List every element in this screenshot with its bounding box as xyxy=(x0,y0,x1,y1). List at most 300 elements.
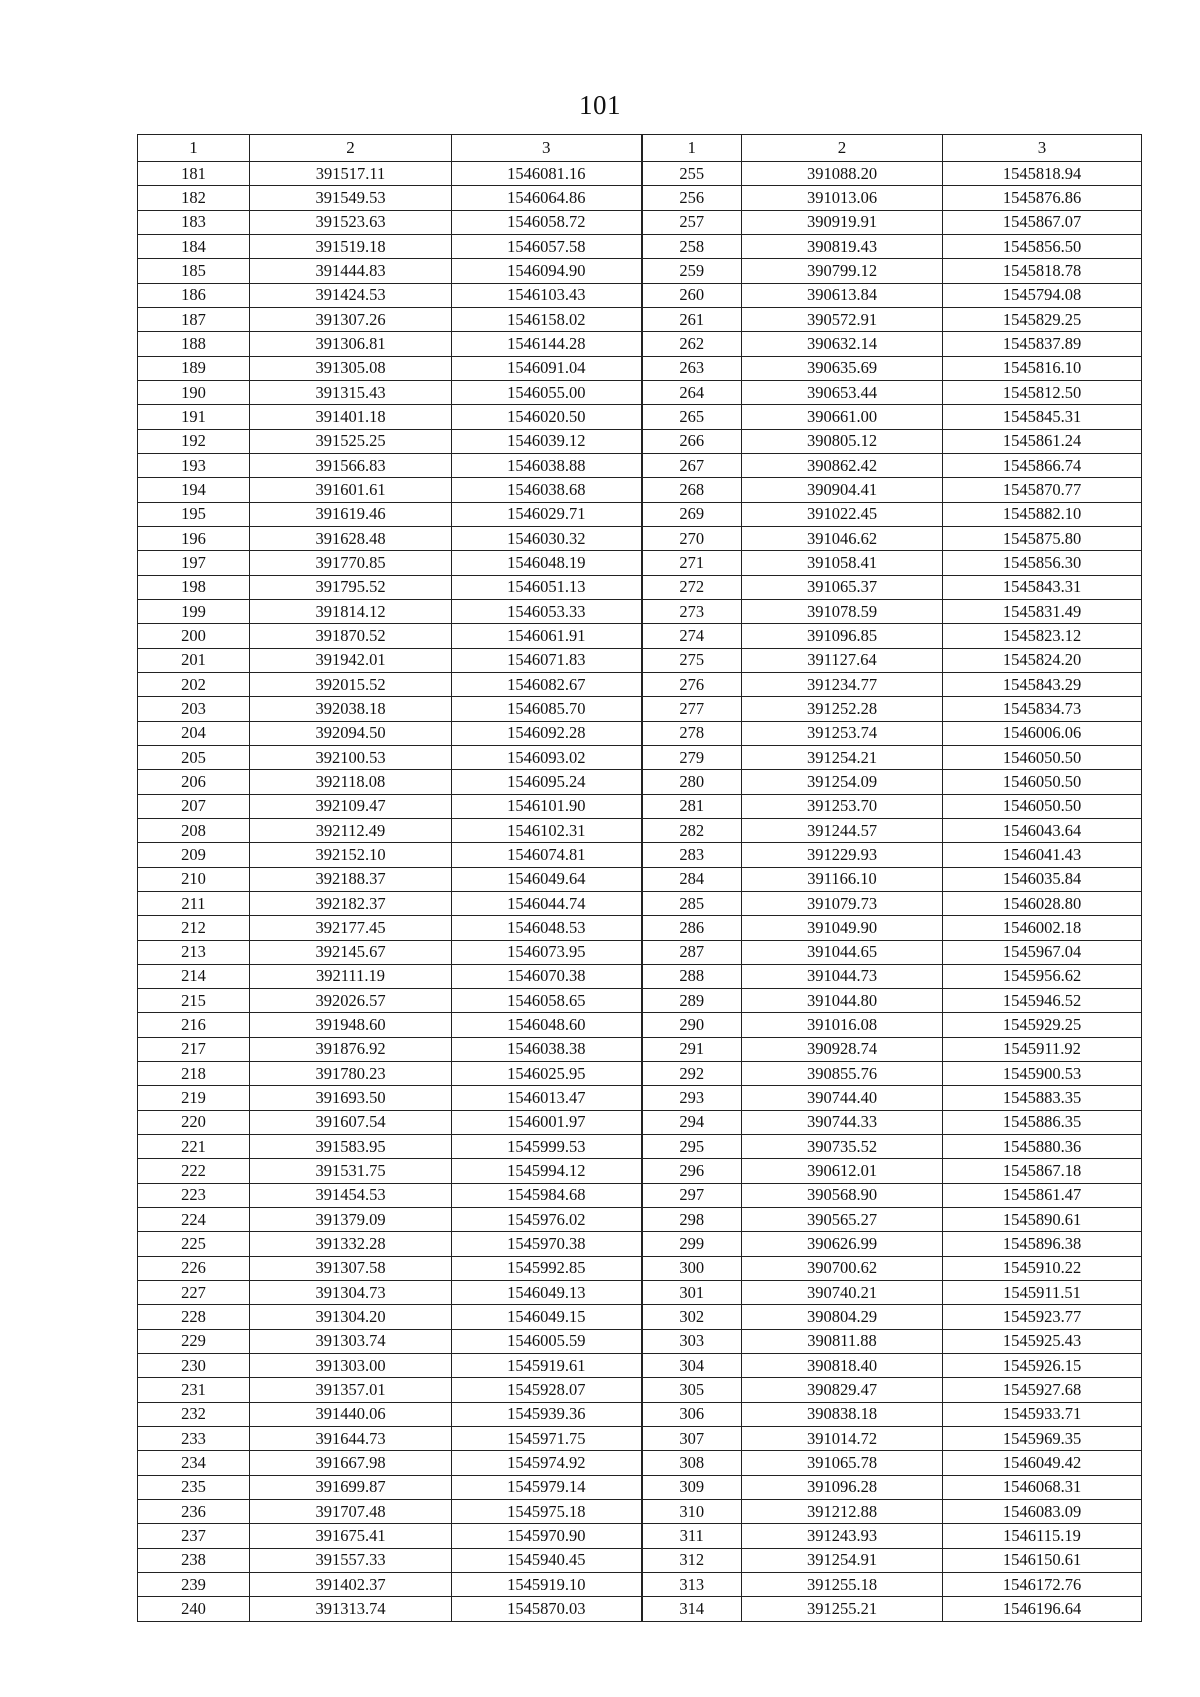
table-cell: 268 xyxy=(642,478,742,502)
table-cell: 257 xyxy=(642,210,742,234)
table-cell: 192 xyxy=(138,429,250,453)
table-row xyxy=(138,1086,1142,1110)
table-cell: 235 xyxy=(138,1475,250,1499)
table-cell: 298 xyxy=(642,1208,742,1232)
table-row xyxy=(138,429,1142,453)
table-cell: 205 xyxy=(138,745,250,769)
table-cell: 391253.74 xyxy=(742,721,943,745)
table-cell: 1545843.29 xyxy=(943,672,1142,696)
table-cell: 391315.43 xyxy=(250,380,452,404)
table-cell: 276 xyxy=(642,672,742,696)
table-cell: 307 xyxy=(642,1427,742,1451)
table-cell: 392094.50 xyxy=(250,721,452,745)
table-cell: 391088.20 xyxy=(742,162,943,186)
table-cell: 391795.52 xyxy=(250,575,452,599)
table-cell: 1545900.53 xyxy=(943,1062,1142,1086)
table-cell: 1546093.02 xyxy=(452,745,642,769)
table-cell: 213 xyxy=(138,940,250,964)
table-cell: 223 xyxy=(138,1183,250,1207)
table-cell: 390838.18 xyxy=(742,1402,943,1426)
table-cell: 1546041.43 xyxy=(943,843,1142,867)
table-cell: 391942.01 xyxy=(250,648,452,672)
table-cell: 1545823.12 xyxy=(943,624,1142,648)
table-cell: 195 xyxy=(138,502,250,526)
table-cell: 1545876.86 xyxy=(943,186,1142,210)
table-cell: 391255.21 xyxy=(742,1597,943,1621)
table-cell: 1546091.04 xyxy=(452,356,642,380)
table-cell: 390805.12 xyxy=(742,429,943,453)
table-cell: 1546081.16 xyxy=(452,162,642,186)
table-row xyxy=(138,1402,1142,1426)
table-cell: 1545834.73 xyxy=(943,697,1142,721)
table-cell: 390811.88 xyxy=(742,1329,943,1353)
table-cell: 1546150.61 xyxy=(943,1548,1142,1572)
table-cell: 391044.80 xyxy=(742,989,943,1013)
table-row xyxy=(138,405,1142,429)
table-row xyxy=(138,1232,1142,1256)
table-cell: 260 xyxy=(642,283,742,307)
table-cell: 1546085.70 xyxy=(452,697,642,721)
table-cell: 391444.83 xyxy=(250,259,452,283)
table-cell: 1546050.50 xyxy=(943,745,1142,769)
table-cell: 390804.29 xyxy=(742,1305,943,1329)
table-row xyxy=(138,478,1142,502)
table-cell: 1546144.28 xyxy=(452,332,642,356)
table-cell: 232 xyxy=(138,1402,250,1426)
table-row xyxy=(138,794,1142,818)
table-cell: 1545831.49 xyxy=(943,599,1142,623)
table-cell: 391096.28 xyxy=(742,1475,943,1499)
table-cell: 185 xyxy=(138,259,250,283)
table-cell: 1546102.31 xyxy=(452,818,642,842)
table-cell: 209 xyxy=(138,843,250,867)
table-cell: 391667.98 xyxy=(250,1451,452,1475)
table-row xyxy=(138,818,1142,842)
table-cell: 1546048.60 xyxy=(452,1013,642,1037)
table-cell: 210 xyxy=(138,867,250,891)
table-row xyxy=(138,648,1142,672)
table-row xyxy=(138,453,1142,477)
table-cell: 392109.47 xyxy=(250,794,452,818)
table-cell: 284 xyxy=(642,867,742,891)
table-cell: 215 xyxy=(138,989,250,1013)
table-row xyxy=(138,1062,1142,1086)
table-cell: 1546001.97 xyxy=(452,1110,642,1134)
table-cell: 204 xyxy=(138,721,250,745)
table-cell: 1545967.04 xyxy=(943,940,1142,964)
table-cell: 391379.09 xyxy=(250,1208,452,1232)
table-cell: 285 xyxy=(642,891,742,915)
table-cell: 1545818.78 xyxy=(943,259,1142,283)
table-cell: 203 xyxy=(138,697,250,721)
table-cell: 1545875.80 xyxy=(943,526,1142,550)
table-row xyxy=(138,210,1142,234)
table-cell: 255 xyxy=(642,162,742,186)
table-cell: 1546064.86 xyxy=(452,186,642,210)
table-cell: 302 xyxy=(642,1305,742,1329)
table-cell: 267 xyxy=(642,453,742,477)
table-cell: 391046.62 xyxy=(742,526,943,550)
table-cell: 286 xyxy=(642,916,742,940)
table-cell: 391628.48 xyxy=(250,526,452,550)
table-cell: 391079.73 xyxy=(742,891,943,915)
table-row xyxy=(138,502,1142,526)
table-row xyxy=(138,1573,1142,1597)
table-cell: 1546038.68 xyxy=(452,478,642,502)
table-cell: 193 xyxy=(138,453,250,477)
table-cell: 1546005.59 xyxy=(452,1329,642,1353)
table-row xyxy=(138,575,1142,599)
table-cell: 392152.10 xyxy=(250,843,452,867)
table-cell: 1545984.68 xyxy=(452,1183,642,1207)
table-cell: 391583.95 xyxy=(250,1135,452,1159)
table-cell: 1545870.03 xyxy=(452,1597,642,1621)
table-cell: 390744.33 xyxy=(742,1110,943,1134)
table-cell: 391306.81 xyxy=(250,332,452,356)
table-cell: 391454.53 xyxy=(250,1183,452,1207)
table-cell: 1545867.18 xyxy=(943,1159,1142,1183)
table-cell: 391044.65 xyxy=(742,940,943,964)
table-cell: 391307.26 xyxy=(250,307,452,331)
table-cell: 273 xyxy=(642,599,742,623)
table-cell: 1546115.19 xyxy=(943,1524,1142,1548)
table-cell: 1545861.24 xyxy=(943,429,1142,453)
table-cell: 184 xyxy=(138,234,250,258)
table-cell: 390862.42 xyxy=(742,453,943,477)
table-cell: 392188.37 xyxy=(250,867,452,891)
table-cell: 1545939.36 xyxy=(452,1402,642,1426)
table-cell: 391078.59 xyxy=(742,599,943,623)
table-cell: 1546020.50 xyxy=(452,405,642,429)
table-cell: 392026.57 xyxy=(250,989,452,1013)
table-cell: 1545867.07 xyxy=(943,210,1142,234)
table-cell: 391332.28 xyxy=(250,1232,452,1256)
table-cell: 1546073.95 xyxy=(452,940,642,964)
table-cell: 1546049.64 xyxy=(452,867,642,891)
table-cell: 1546028.80 xyxy=(943,891,1142,915)
page-number: 101 xyxy=(579,90,621,120)
table-cell: 219 xyxy=(138,1086,250,1110)
table-cell: 391254.21 xyxy=(742,745,943,769)
table-cell: 220 xyxy=(138,1110,250,1134)
table-cell: 264 xyxy=(642,380,742,404)
table-cell: 1545971.75 xyxy=(452,1427,642,1451)
table-row xyxy=(138,1110,1142,1134)
table-cell: 291 xyxy=(642,1037,742,1061)
table-cell: 1545896.38 xyxy=(943,1232,1142,1256)
table-cell: 1545940.45 xyxy=(452,1548,642,1572)
table-cell: 391096.85 xyxy=(742,624,943,648)
table-cell: 1546050.50 xyxy=(943,770,1142,794)
table-row xyxy=(138,867,1142,891)
table-cell: 1545933.71 xyxy=(943,1402,1142,1426)
table-cell: 287 xyxy=(642,940,742,964)
header-cell: 2 xyxy=(742,135,943,162)
table-row xyxy=(138,356,1142,380)
table-cell: 1546048.19 xyxy=(452,551,642,575)
table-cell: 262 xyxy=(642,332,742,356)
table-cell: 391243.93 xyxy=(742,1524,943,1548)
table-cell: 236 xyxy=(138,1500,250,1524)
table-row xyxy=(138,721,1142,745)
table-cell: 227 xyxy=(138,1281,250,1305)
table-cell: 281 xyxy=(642,794,742,818)
table-row xyxy=(138,1597,1142,1621)
table-cell: 391424.53 xyxy=(250,283,452,307)
table-cell: 391016.08 xyxy=(742,1013,943,1037)
table-cell: 390919.91 xyxy=(742,210,943,234)
table-cell: 1546068.31 xyxy=(943,1475,1142,1499)
table-row xyxy=(138,964,1142,988)
table-cell: 1546083.09 xyxy=(943,1500,1142,1524)
table-cell: 294 xyxy=(642,1110,742,1134)
table-cell: 1546070.38 xyxy=(452,964,642,988)
table-cell: 283 xyxy=(642,843,742,867)
table-cell: 1545886.35 xyxy=(943,1110,1142,1134)
table-cell: 300 xyxy=(642,1256,742,1280)
table-cell: 1545999.53 xyxy=(452,1135,642,1159)
table-cell: 391601.61 xyxy=(250,478,452,502)
table-cell: 1545979.14 xyxy=(452,1475,642,1499)
table-row xyxy=(138,1500,1142,1524)
header-cell: 1 xyxy=(642,135,742,162)
table-cell: 314 xyxy=(642,1597,742,1621)
table-row xyxy=(138,891,1142,915)
table-cell: 1545919.61 xyxy=(452,1354,642,1378)
table-cell: 390744.40 xyxy=(742,1086,943,1110)
table-cell: 1545975.18 xyxy=(452,1500,642,1524)
coordinates-table xyxy=(137,134,1142,1622)
table-cell: 1546049.13 xyxy=(452,1281,642,1305)
table-cell: 392038.18 xyxy=(250,697,452,721)
table-row xyxy=(138,940,1142,964)
table-cell: 309 xyxy=(642,1475,742,1499)
table-cell: 391212.88 xyxy=(742,1500,943,1524)
table-cell: 1546049.42 xyxy=(943,1451,1142,1475)
table-cell: 391566.83 xyxy=(250,453,452,477)
table-cell: 391254.09 xyxy=(742,770,943,794)
table-cell: 1545856.50 xyxy=(943,234,1142,258)
table-cell: 1545861.47 xyxy=(943,1183,1142,1207)
table-cell: 1546030.32 xyxy=(452,526,642,550)
table-cell: 391044.73 xyxy=(742,964,943,988)
table-cell: 1546039.12 xyxy=(452,429,642,453)
table-cell: 391644.73 xyxy=(250,1427,452,1451)
table-row xyxy=(138,1183,1142,1207)
table-cell: 1545923.77 xyxy=(943,1305,1142,1329)
table-cell: 391519.18 xyxy=(250,234,452,258)
table-cell: 1545927.68 xyxy=(943,1378,1142,1402)
table-cell: 391876.92 xyxy=(250,1037,452,1061)
table-cell: 391523.63 xyxy=(250,210,452,234)
table-row xyxy=(138,843,1142,867)
table-cell: 390928.74 xyxy=(742,1037,943,1061)
table-cell: 391440.06 xyxy=(250,1402,452,1426)
table-cell: 311 xyxy=(642,1524,742,1548)
table-cell: 1546038.88 xyxy=(452,453,642,477)
table-cell: 391870.52 xyxy=(250,624,452,648)
table-cell: 297 xyxy=(642,1183,742,1207)
table-row xyxy=(138,1475,1142,1499)
table-cell: 1545970.90 xyxy=(452,1524,642,1548)
table-cell: 189 xyxy=(138,356,250,380)
table-cell: 306 xyxy=(642,1402,742,1426)
table-row xyxy=(138,989,1142,1013)
table-cell: 1545911.51 xyxy=(943,1281,1142,1305)
table-cell: 390626.99 xyxy=(742,1232,943,1256)
coordinates-table-body xyxy=(138,135,1142,1622)
table-cell: 199 xyxy=(138,599,250,623)
table-cell: 391049.90 xyxy=(742,916,943,940)
table-cell: 296 xyxy=(642,1159,742,1183)
table-cell: 288 xyxy=(642,964,742,988)
table-cell: 237 xyxy=(138,1524,250,1548)
table-cell: 391607.54 xyxy=(250,1110,452,1134)
table-cell: 238 xyxy=(138,1548,250,1572)
table-cell: 186 xyxy=(138,283,250,307)
table-cell: 1546025.95 xyxy=(452,1062,642,1086)
table-cell: 181 xyxy=(138,162,250,186)
table-cell: 1546035.84 xyxy=(943,867,1142,891)
table-cell: 1546051.13 xyxy=(452,575,642,599)
table-cell: 1545824.20 xyxy=(943,648,1142,672)
table-cell: 1545919.10 xyxy=(452,1573,642,1597)
table-cell: 269 xyxy=(642,502,742,526)
table-cell: 274 xyxy=(642,624,742,648)
table-cell: 391014.72 xyxy=(742,1427,943,1451)
table-cell: 1546050.50 xyxy=(943,794,1142,818)
table-row xyxy=(138,1135,1142,1159)
table-cell: 391127.64 xyxy=(742,648,943,672)
table-cell: 391357.01 xyxy=(250,1378,452,1402)
table-cell: 1546071.83 xyxy=(452,648,642,672)
table-cell: 391549.53 xyxy=(250,186,452,210)
table-cell: 279 xyxy=(642,745,742,769)
table-cell: 1545818.94 xyxy=(943,162,1142,186)
table-cell: 214 xyxy=(138,964,250,988)
table-cell: 226 xyxy=(138,1256,250,1280)
table-row xyxy=(138,332,1142,356)
table-cell: 391304.20 xyxy=(250,1305,452,1329)
table-cell: 391303.00 xyxy=(250,1354,452,1378)
table-cell: 390819.43 xyxy=(742,234,943,258)
header-cell: 3 xyxy=(943,135,1142,162)
table-cell: 1546196.64 xyxy=(943,1597,1142,1621)
table-cell: 391313.74 xyxy=(250,1597,452,1621)
table-cell: 234 xyxy=(138,1451,250,1475)
table-cell: 1546103.43 xyxy=(452,283,642,307)
table-row xyxy=(138,526,1142,550)
table-cell: 1545829.25 xyxy=(943,307,1142,331)
table-cell: 194 xyxy=(138,478,250,502)
table-cell: 1546058.65 xyxy=(452,989,642,1013)
table-cell: 391065.78 xyxy=(742,1451,943,1475)
table-cell: 391307.58 xyxy=(250,1256,452,1280)
table-cell: 391229.93 xyxy=(742,843,943,867)
table-row xyxy=(138,380,1142,404)
table-cell: 301 xyxy=(642,1281,742,1305)
table-cell: 1546013.47 xyxy=(452,1086,642,1110)
table-cell: 392100.53 xyxy=(250,745,452,769)
table-cell: 256 xyxy=(642,186,742,210)
table-cell: 1546002.18 xyxy=(943,916,1142,940)
table-cell: 191 xyxy=(138,405,250,429)
table-cell: 390740.21 xyxy=(742,1281,943,1305)
table-cell: 1545969.35 xyxy=(943,1427,1142,1451)
table-row xyxy=(138,916,1142,940)
table-cell: 391252.28 xyxy=(742,697,943,721)
table-header-row xyxy=(138,135,1142,162)
table-cell: 1546082.67 xyxy=(452,672,642,696)
table-row xyxy=(138,307,1142,331)
table-cell: 299 xyxy=(642,1232,742,1256)
table-cell: 391065.37 xyxy=(742,575,943,599)
table-cell: 198 xyxy=(138,575,250,599)
table-cell: 1546038.38 xyxy=(452,1037,642,1061)
table-cell: 392015.52 xyxy=(250,672,452,696)
table-cell: 1545812.50 xyxy=(943,380,1142,404)
table-cell: 391402.37 xyxy=(250,1573,452,1597)
table-cell: 1545956.62 xyxy=(943,964,1142,988)
table-cell: 390829.47 xyxy=(742,1378,943,1402)
table-cell: 391244.57 xyxy=(742,818,943,842)
table-row xyxy=(138,1427,1142,1451)
table-cell: 391780.23 xyxy=(250,1062,452,1086)
table-cell: 187 xyxy=(138,307,250,331)
table-cell: 391770.85 xyxy=(250,551,452,575)
table-row xyxy=(138,1378,1142,1402)
header-cell: 2 xyxy=(250,135,452,162)
table-cell: 212 xyxy=(138,916,250,940)
table-row xyxy=(138,697,1142,721)
table-cell: 390612.01 xyxy=(742,1159,943,1183)
table-cell: 207 xyxy=(138,794,250,818)
table-cell: 391619.46 xyxy=(250,502,452,526)
table-cell: 1545911.92 xyxy=(943,1037,1142,1061)
table-cell: 303 xyxy=(642,1329,742,1353)
table-row xyxy=(138,259,1142,283)
table-cell: 391531.75 xyxy=(250,1159,452,1183)
table-cell: 1546094.90 xyxy=(452,259,642,283)
header-cell: 3 xyxy=(452,135,642,162)
table-cell: 391557.33 xyxy=(250,1548,452,1572)
table-cell: 282 xyxy=(642,818,742,842)
table-cell: 391234.77 xyxy=(742,672,943,696)
table-cell: 392182.37 xyxy=(250,891,452,915)
table-cell: 1545816.10 xyxy=(943,356,1142,380)
table-row xyxy=(138,1451,1142,1475)
table-cell: 1545843.31 xyxy=(943,575,1142,599)
table-cell: 1545926.15 xyxy=(943,1354,1142,1378)
table-cell: 392112.49 xyxy=(250,818,452,842)
table-cell: 310 xyxy=(642,1500,742,1524)
table-cell: 391305.08 xyxy=(250,356,452,380)
table-cell: 1545866.74 xyxy=(943,453,1142,477)
table-cell: 225 xyxy=(138,1232,250,1256)
table-row xyxy=(138,672,1142,696)
table-cell: 1545910.22 xyxy=(943,1256,1142,1280)
table-cell: 390572.91 xyxy=(742,307,943,331)
table-cell: 292 xyxy=(642,1062,742,1086)
table-row xyxy=(138,186,1142,210)
table-cell: 240 xyxy=(138,1597,250,1621)
table-cell: 200 xyxy=(138,624,250,648)
table-row xyxy=(138,1281,1142,1305)
table-cell: 1546058.72 xyxy=(452,210,642,234)
table-cell: 278 xyxy=(642,721,742,745)
table-cell: 1546092.28 xyxy=(452,721,642,745)
table-row xyxy=(138,283,1142,307)
